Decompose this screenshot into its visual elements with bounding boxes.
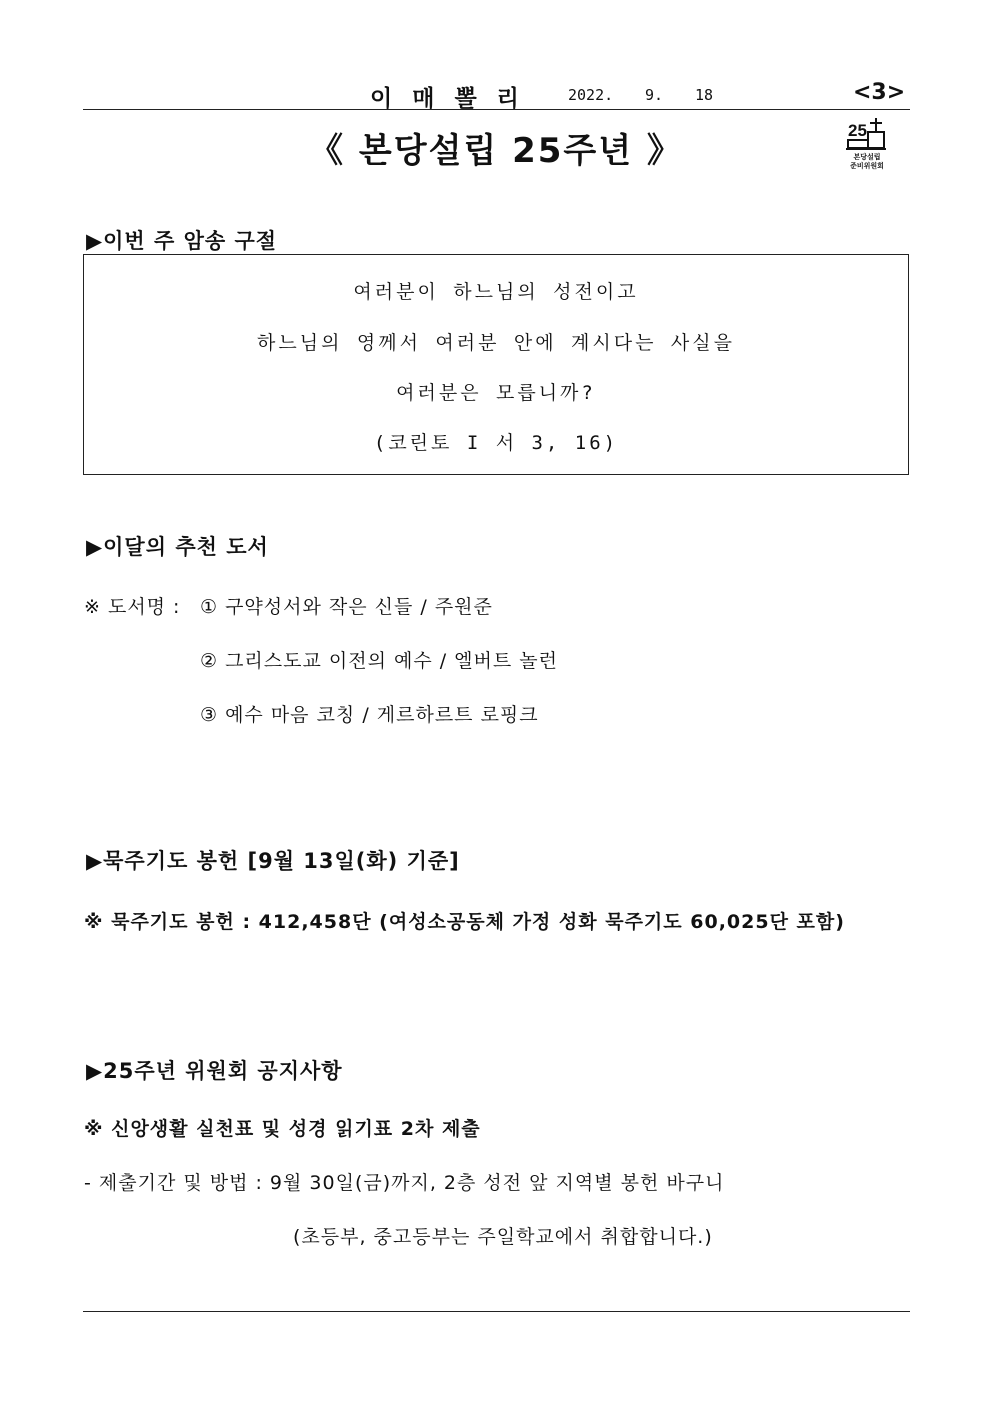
footer-rule	[83, 1311, 910, 1312]
notice-heading: ▶25주년 위원회 공지사항	[86, 1059, 343, 1083]
notice-line-2: - 제출기간 및 방법 : 9월 30일(금)까지, 2층 성전 앞 지역별 봉헌 바구니	[84, 1172, 725, 1194]
page-number: <3>	[853, 80, 906, 105]
books-heading: ▶이달의 추천 도서	[86, 535, 269, 559]
book-item-1: ① 구약성서와 작은 신들 / 주원준	[200, 596, 493, 618]
books-prefix: ※ 도서명 :	[84, 596, 181, 618]
rosary-heading: ▶묵주기도 봉헌 [9월 13일(화) 기준]	[86, 849, 460, 873]
verse-line-2: 하느님의 영께서 여러분 안에 계시다는 사실을	[257, 332, 735, 354]
book-item-3: ③ 예수 마음 코칭 / 게르하르트 로핑크	[200, 704, 539, 726]
verse-line-1: 여러분이 하느님의 성전이고	[353, 281, 639, 303]
logo-text-mid: 본당설립	[853, 153, 881, 161]
rosary-line: ※ 묵주기도 봉헌 : 412,458단 (여성소공동체 가정 성화 묵주기도 60,025단 포함)	[84, 911, 845, 933]
anniversary-logo	[842, 116, 892, 172]
notice-line-3: (초등부, 중고등부는 주일학교에서 취합합니다.)	[293, 1226, 713, 1248]
book-item-2: ② 그리스도교 이전의 예수 / 엘버트 놀런	[200, 650, 558, 672]
verse-box	[83, 254, 909, 475]
verse-line-3: 여러분은 모릅니까?	[396, 382, 596, 404]
verse-citation: (코린토 I 서 3, 16)	[373, 432, 619, 454]
main-title: 《 본당설립 25주년 》	[309, 131, 683, 171]
date-month: 9.	[645, 86, 664, 104]
date-day: 18	[695, 86, 714, 104]
notice-line-1: ※ 신앙생활 실천표 및 성경 읽기표 2차 제출	[84, 1118, 481, 1140]
verse-heading: ▶이번 주 암송 구절	[86, 229, 278, 253]
logo-text-bottom: 준비위원회	[850, 162, 884, 170]
header-rule	[83, 109, 910, 110]
date-year: 2022.	[568, 86, 614, 104]
logo-number: 25	[848, 121, 867, 140]
newsletter-title: 이 매 뽈 리	[370, 86, 525, 112]
